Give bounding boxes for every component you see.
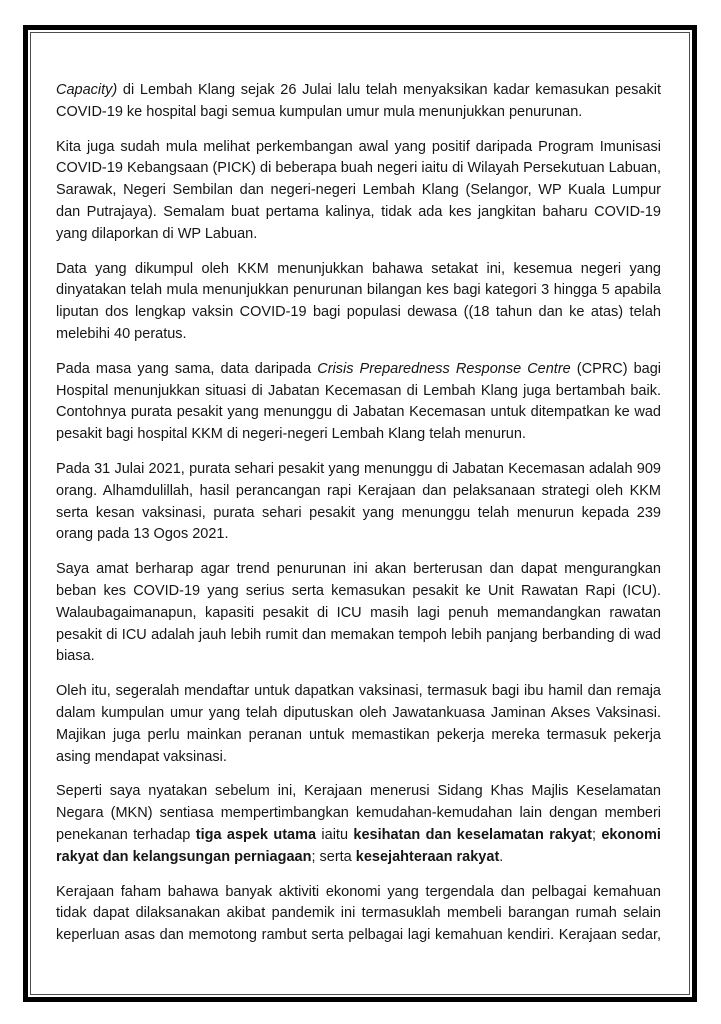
paragraph-6 — [56, 559, 661, 668]
page-border-outer — [23, 25, 697, 1002]
paragraph-2-run-1: Kita juga sudah mula melihat perkembangan awal yang positif daripada Program Imunisasi COVID-19 Kebangsaan (PICK) di beberapa buah negeri iaitu di Wilayah Persekutuan Labuan, Sarawak, Negeri Sembilan dan negeri-negeri Lembah Klang (Selangor, WP Kuala Lumpur dan Putrajaya). Semalam buat pertama kalinya, tidak ada kes jangkitan baharu COVID-19 yang dilaporkan di WP Labuan. — [56, 138, 661, 242]
paragraph-6-run-1: Saya amat berharap agar trend penurunan ini akan berterusan dan dapat mengurangkan beban kes COVID-19 yang serius serta kemasukan pesakit ke Unit Rawatan Rapi (ICU). Walaubagaimanapun, kapasiti pesakit di ICU masih lagi penuh memandangkan rawatan pesakit di ICU adalah jauh lebih rumit dan memakan tempoh lebih panjang berbanding di wad biasa. — [56, 561, 661, 665]
paragraph-4-run-1: Pada masa yang sama, data daripada — [56, 360, 318, 377]
paragraph-1 — [56, 80, 661, 124]
paragraph-9 — [56, 882, 661, 947]
paragraph-8-run-6: ekonomi rakyat dan kelangsungan perniagaan — [56, 826, 661, 865]
paragraph-8-run-5: ; — [591, 826, 602, 843]
paragraph-4-run-2: Crisis Preparedness Response Centre — [317, 360, 571, 377]
paragraph-8-run-2: tiga aspek utama — [195, 826, 317, 843]
paragraph-7 — [56, 681, 661, 768]
paragraph-8-run-9: . — [499, 848, 504, 865]
paragraph-5 — [56, 459, 661, 546]
paragraph-8-run-4: kesihatan dan keselamatan rakyat — [353, 826, 592, 843]
paragraph-8 — [56, 781, 661, 868]
paragraph-8-run-1: Seperti saya nyatakan sebelum ini, Kerajaan menerusi Sidang Khas Majlis Keselamatan Negara (MKN) sentiasa mempertimbangkan kemudahan-kemudahan lain dengan memberi penekanan terhadap — [56, 783, 661, 843]
paragraph-1-run-1: Capacity) — [56, 82, 118, 98]
paragraph-8-run-7: ; serta — [311, 848, 356, 865]
document-body — [31, 33, 689, 994]
paragraph-2 — [56, 137, 661, 246]
paragraph-3 — [56, 259, 661, 346]
paragraph-4-run-3: (CPRC) bagi Hospital menunjukkan situasi di Jabatan Kecemasan di Lembah Klang juga bertambah baik. Contohnya purata pesakit yang menunggu di Jabatan Kecemasan untuk ditempatkan ke wad pesakit bagi hospital KKM di negeri-negeri Lembah Klang telah menurun. — [56, 360, 661, 443]
paragraph-1-run-2: di Lembah Klang sejak 26 Julai lalu telah menyaksikan kadar kemasukan pesakit COVID-19 ke hospital bagi semua kumpulan umur mula menunjukkan penurunan. — [56, 82, 661, 120]
paragraph-5-run-1: Pada 31 Julai 2021, purata sehari pesakit yang menunggu di Jabatan Kecemasan adalah 909 orang. Alhamdulillah, hasil perancangan rapi Kerajaan dan pelaksanaan strategi oleh KKM serta kesan vaksinasi, purata sehari pesakit yang menunggu telah menurun kepada 239 orang pada 13 Ogos 2021. — [56, 460, 661, 543]
paragraph-8-run-8: kesejahteraan rakyat — [355, 848, 500, 865]
paragraph-7-run-1: Oleh itu, segeralah mendaftar untuk dapatkan vaksinasi, termasuk bagi ibu hamil dan remaja dalam kumpulan umur yang telah diputuskan oleh Jawatankuasa Jaminan Akses Vaksinasi. Majikan juga perlu mainkan peranan untuk memastikan pekerja mereka termasuk pekerja asing mendapat vaksinasi. — [56, 683, 661, 765]
paragraph-4 — [56, 359, 661, 446]
paragraph-3-run-1: Data yang dikumpul oleh KKM menunjukkan bahawa setakat ini, kesemua negeri yang dinyatakan telah mula menunjukkan penurunan bilangan kes bagi kategori 3 hingga 5 apabila liputan dos lengkap vaksin COVID-19 bagi populasi dewasa ((18 tahun dan ke atas) telah melebihi 40 peratus. — [56, 260, 661, 342]
page-border-inner — [30, 32, 690, 995]
paragraph-8-run-3: iaitu — [316, 826, 354, 843]
paragraph-9-run-1: Kerajaan faham bahawa banyak aktiviti ekonomi yang tergendala dan pelbagai kemahuan tidak dapat dilaksanakan akibat pandemik ini termasuklah membeli barangan rumah selain keperluan asas dan memotong rambut serta pelbagai lagi kemahuan kendiri. Kerajaan sedar, — [56, 883, 661, 944]
